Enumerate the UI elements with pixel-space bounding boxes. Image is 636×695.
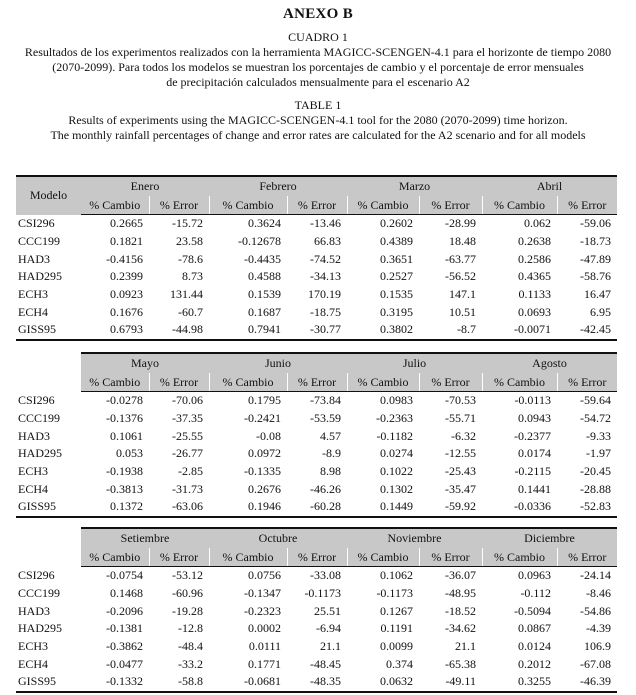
table-row [16, 286, 617, 304]
percent-error-cell: 4.57 [320, 428, 341, 443]
percent-change-cell: -0.0278 [106, 393, 143, 408]
percent-change-cell: 0.0983 [380, 393, 413, 408]
model-column-header: Modelo [29, 188, 68, 203]
percent-error-cell: -67.08 [580, 656, 611, 671]
percent-error-cell: -33.2 [178, 656, 203, 671]
percent-change-cell: -0.12678 [238, 234, 281, 249]
percent-error-cell: 8.73 [182, 269, 203, 284]
percent-error-cell: -70.53 [445, 393, 476, 408]
percent-change-cell: 0.2586 [518, 251, 551, 266]
table-row [16, 410, 617, 428]
percent-error-header: % Error [557, 548, 617, 567]
percent-error-cell: -54.72 [580, 411, 611, 426]
percent-change-cell: -0.0113 [514, 393, 551, 408]
percent-error-cell: 106.9 [584, 639, 611, 654]
percent-change-cell: -0.0071 [482, 321, 557, 340]
percent-change-cell: -0.4156 [106, 251, 143, 266]
percent-change-cell: 0.6793 [81, 321, 149, 340]
month-header: Marzo [398, 179, 431, 193]
model-name: GISS95 [16, 498, 81, 517]
percent-error-cell: 16.47 [584, 287, 611, 302]
percent-error-cell: -48.35 [287, 673, 347, 692]
percent-error-header: % Error [419, 373, 482, 392]
percent-error-cell: -65.38 [445, 656, 476, 671]
percent-error-cell: -52.83 [557, 498, 617, 517]
percent-error-cell: -1.97 [586, 446, 611, 461]
model-name: ECH4 [18, 481, 48, 496]
precipitation-table [16, 352, 617, 518]
percent-change-header: % Cambio [209, 373, 287, 392]
percent-error-cell: -2.85 [178, 464, 203, 479]
percent-error-cell: -34.62 [445, 621, 476, 636]
percent-error-cell: 8.98 [320, 464, 341, 479]
percent-error-cell: -25.55 [172, 428, 203, 443]
table-row [16, 602, 617, 620]
percent-error-cell: -28.99 [445, 216, 476, 231]
table-row [16, 498, 617, 517]
percent-error-cell: -9.33 [586, 428, 611, 443]
percent-change-cell: 0.1539 [248, 287, 281, 302]
model-name: CSI296 [18, 216, 55, 231]
percent-change-header: % Cambio [347, 548, 419, 567]
percent-change-cell: -0.0477 [106, 656, 143, 671]
percent-change-cell: 0.3802 [347, 321, 419, 340]
table-row [16, 392, 617, 410]
percent-error-cell: -19.28 [172, 603, 203, 618]
percent-error-header: % Error [287, 548, 347, 567]
cuadro-desc-line: de precipitación calculados mensualmente para el escenario A2 [166, 75, 470, 89]
table-row [16, 620, 617, 638]
model-name: ECH3 [18, 639, 48, 654]
percent-change-cell: -0.5094 [514, 603, 551, 618]
percent-change-cell: 0.3195 [380, 304, 413, 319]
percent-error-cell: 147.1 [449, 287, 476, 302]
table-row [16, 585, 617, 603]
percent-change-cell: -0.0336 [482, 498, 557, 517]
percent-error-cell: -18.75 [310, 304, 341, 319]
model-name: CCC199 [18, 411, 61, 426]
percent-change-cell: -0.2363 [376, 411, 413, 426]
percent-change-cell: 0.0693 [518, 304, 551, 319]
percent-change-header: % Cambio [209, 548, 287, 567]
cuadro-desc-line: (2070-2099). Para todos los modelos se muestran los porcentajes de cambio y el porcentaje de error mensuales [52, 60, 584, 74]
document-header [0, 6, 636, 143]
cuadro-description [13, 45, 623, 90]
cuadro-desc-line: Resultados de los experimentos realizados con la herramienta MAGICC-SCENGEN-4.1 para el horizonte de tiempo 2080 [24, 45, 612, 59]
percent-change-cell: 0.2399 [110, 269, 143, 284]
percent-error-cell: -8.9 [322, 446, 341, 461]
percent-error-cell: -33.08 [310, 568, 341, 583]
percent-error-cell: -53.12 [172, 568, 203, 583]
percent-error-cell: -6.94 [316, 621, 341, 636]
percent-change-cell: 0.0099 [380, 639, 413, 654]
percent-change-cell: 0.1441 [518, 481, 551, 496]
percent-error-cell: -48.95 [445, 586, 476, 601]
percent-change-cell: 0.1302 [380, 481, 413, 496]
percent-change-cell: 0.1468 [110, 586, 143, 601]
percent-change-cell: 0.0972 [248, 446, 281, 461]
percent-change-cell: 0.3624 [248, 216, 281, 231]
table-row [16, 463, 617, 481]
percent-change-cell: 0.3651 [380, 251, 413, 266]
month-header: Diciembre [524, 531, 575, 545]
percent-error-cell: 6.95 [590, 304, 611, 319]
percent-change-cell: 0.0756 [248, 568, 281, 583]
percent-error-cell: -59.92 [419, 498, 482, 517]
percent-change-cell: 0.053 [116, 446, 143, 461]
percent-change-cell: 0.1795 [248, 393, 281, 408]
percent-error-cell: -8.7 [419, 321, 482, 340]
percent-change-cell: -0.1376 [106, 411, 143, 426]
percent-change-cell: 0.0943 [518, 411, 551, 426]
percent-error-cell: 131.44 [170, 287, 203, 302]
percent-change-cell: -0.1182 [376, 428, 413, 443]
percent-error-cell: -12.55 [445, 446, 476, 461]
percent-change-cell: 0.1061 [110, 428, 143, 443]
percent-change-cell: 0.062 [524, 216, 551, 231]
table-description [13, 113, 623, 143]
percent-change-cell: 0.1946 [209, 498, 287, 517]
percent-change-cell: -0.112 [520, 586, 551, 601]
month-header: Octubre [258, 531, 298, 545]
percent-change-cell: -0.0754 [106, 568, 143, 583]
cuadro-title: CUADRO 1 [288, 30, 348, 44]
percent-change-cell: 0.1687 [248, 304, 281, 319]
percent-change-cell: 0.0274 [380, 446, 413, 461]
percent-change-header: % Cambio [81, 373, 149, 392]
percent-error-cell: -44.98 [149, 321, 209, 340]
percent-change-cell: 0.1191 [380, 621, 413, 636]
percent-error-cell: -4.39 [586, 621, 611, 636]
month-header: Julio [402, 356, 427, 370]
month-header: Agosto [532, 356, 567, 370]
percent-change-cell: -0.2421 [244, 411, 281, 426]
percent-change-cell: 0.2012 [518, 656, 551, 671]
percent-change-cell: -0.2096 [106, 603, 143, 618]
percent-change-cell: -0.1381 [106, 621, 143, 636]
percent-error-cell: -15.72 [172, 216, 203, 231]
table-row [16, 215, 617, 233]
model-name: GISS95 [16, 321, 81, 340]
model-name: CSI296 [18, 393, 55, 408]
percent-change-cell: 0.4588 [248, 269, 281, 284]
percent-error-cell: -60.96 [172, 586, 203, 601]
percent-change-cell: -0.2115 [514, 464, 551, 479]
percent-change-cell: 0.0632 [347, 673, 419, 692]
table-row [16, 673, 617, 692]
percent-error-cell: -18.73 [580, 234, 611, 249]
percent-error-cell: -53.59 [310, 411, 341, 426]
percent-error-cell: -63.77 [445, 251, 476, 266]
percent-error-cell: -59.64 [580, 393, 611, 408]
percent-error-cell: -12.8 [178, 621, 203, 636]
percent-error-cell: -34.13 [310, 269, 341, 284]
percent-change-cell: 0.2676 [248, 481, 281, 496]
percent-error-cell: -18.52 [445, 603, 476, 618]
table-title: TABLE 1 [294, 98, 342, 112]
percent-change-cell: 0.1771 [248, 656, 281, 671]
percent-error-header: % Error [557, 373, 617, 392]
model-name: ECH4 [18, 656, 48, 671]
percent-error-header: % Error [287, 373, 347, 392]
percent-change-cell: -0.1332 [81, 673, 149, 692]
percent-error-cell: -70.06 [172, 393, 203, 408]
percent-change-cell: 0.374 [386, 656, 413, 671]
percent-error-cell: 21.1 [455, 639, 476, 654]
percent-error-cell: 21.1 [320, 639, 341, 654]
percent-error-cell: 25.51 [314, 603, 341, 618]
percent-change-cell: 0.1535 [380, 287, 413, 302]
percent-error-cell: -28.88 [580, 481, 611, 496]
percent-change-cell: 0.4365 [518, 269, 551, 284]
table-row [16, 250, 617, 268]
percent-error-cell: -60.7 [178, 304, 203, 319]
model-name: HAD295 [18, 446, 62, 461]
table-row [16, 567, 617, 585]
percent-error-cell: -49.11 [419, 673, 482, 692]
percent-error-cell: -0.1173 [304, 586, 341, 601]
model-name: CCC199 [18, 586, 61, 601]
table-row [16, 427, 617, 445]
month-header: Noviembre [387, 531, 442, 545]
percent-change-cell: 0.1062 [380, 568, 413, 583]
percent-change-header: % Cambio [482, 373, 557, 392]
percent-error-cell: -31.73 [172, 481, 203, 496]
model-name: HAD295 [18, 269, 62, 284]
percent-error-cell: -42.45 [557, 321, 617, 340]
percent-error-cell: -36.07 [445, 568, 476, 583]
percent-change-cell: 0.1133 [518, 287, 551, 302]
model-name: ECH3 [18, 464, 48, 479]
model-name: ECH3 [18, 287, 48, 302]
month-header: Junio [264, 356, 291, 370]
percent-error-cell: 10.51 [449, 304, 476, 319]
percent-change-cell: 0.3255 [482, 673, 557, 692]
percent-change-header: % Cambio [347, 373, 419, 392]
percent-error-cell: -25.43 [445, 464, 476, 479]
percent-error-cell: -60.28 [287, 498, 347, 517]
percent-error-cell: -37.35 [172, 411, 203, 426]
percent-error-header: % Error [149, 373, 209, 392]
percent-change-cell: 0.0111 [248, 639, 281, 654]
table-row [16, 480, 617, 498]
month-header: Febrero [259, 179, 297, 193]
percent-change-cell: 0.0867 [518, 621, 551, 636]
percent-error-cell: -35.47 [445, 481, 476, 496]
percent-error-cell: -74.52 [310, 251, 341, 266]
month-header: Enero [130, 179, 160, 193]
percent-change-cell: 0.4389 [380, 234, 413, 249]
percent-change-cell: 0.0124 [518, 639, 551, 654]
percent-error-cell: -56.52 [445, 269, 476, 284]
table-row [16, 321, 617, 340]
percent-change-cell: 0.0923 [110, 287, 143, 302]
percent-change-cell: 0.7941 [209, 321, 287, 340]
percent-change-cell: -0.1335 [244, 464, 281, 479]
model-name: GISS95 [16, 673, 81, 692]
month-header: Mayo [131, 356, 159, 370]
percent-error-cell: -46.26 [310, 481, 341, 496]
percent-error-cell: -54.86 [580, 603, 611, 618]
percent-change-header: % Cambio [347, 196, 419, 215]
percent-change-cell: -0.1347 [244, 586, 281, 601]
percent-error-header: % Error [287, 196, 347, 215]
percent-error-cell: -63.06 [149, 498, 209, 517]
month-header: Abril [536, 179, 563, 193]
percent-error-cell: -73.84 [310, 393, 341, 408]
percent-error-cell: -58.8 [149, 673, 209, 692]
model-name: HAD295 [18, 621, 62, 636]
table-row [16, 638, 617, 656]
percent-change-cell: 0.2527 [380, 269, 413, 284]
model-name: HAD3 [18, 603, 50, 618]
percent-error-cell: -48.4 [178, 639, 203, 654]
percent-error-header: % Error [419, 196, 482, 215]
percent-change-header: % Cambio [209, 196, 287, 215]
percent-error-cell: -78.6 [178, 251, 203, 266]
precipitation-table [16, 175, 617, 341]
percent-change-cell: 0.1676 [110, 304, 143, 319]
percent-error-cell: 18.48 [449, 234, 476, 249]
month-header: Setiembre [120, 531, 170, 545]
percent-change-header: % Cambio [482, 548, 557, 567]
percent-change-header: % Cambio [482, 196, 557, 215]
percent-error-cell: -55.71 [445, 411, 476, 426]
percent-change-cell: -0.4435 [244, 251, 281, 266]
model-name: HAD3 [18, 251, 50, 266]
percent-change-cell: -0.1173 [376, 586, 413, 601]
percent-error-cell: 66.83 [314, 234, 341, 249]
table-row [16, 655, 617, 673]
annex-title: ANEXO B [282, 6, 354, 22]
percent-error-cell: -24.14 [580, 568, 611, 583]
percent-change-cell: -0.2323 [244, 603, 281, 618]
table-desc-line: The monthly rainfall percentages of change and error rates are calculated for the A2 scenario and for all models [50, 128, 586, 142]
percent-change-cell: -0.08 [256, 428, 281, 443]
table-row [16, 303, 617, 321]
percent-change-header: % Cambio [81, 548, 149, 567]
percent-change-cell: 0.2602 [380, 216, 413, 231]
percent-change-cell: -0.3813 [106, 481, 143, 496]
percent-change-cell: 0.0174 [518, 446, 551, 461]
percent-change-cell: -0.3862 [106, 639, 143, 654]
percent-error-cell: -8.46 [586, 586, 611, 601]
percent-error-header: % Error [557, 196, 617, 215]
percent-error-cell: -13.46 [310, 216, 341, 231]
percent-change-cell: 0.0002 [248, 621, 281, 636]
model-name: CCC199 [18, 234, 61, 249]
percent-change-cell: 0.1267 [380, 603, 413, 618]
percent-change-cell: 0.1449 [347, 498, 419, 517]
table-row [16, 445, 617, 463]
model-name: ECH4 [18, 304, 48, 319]
percent-change-cell: -0.2377 [514, 428, 551, 443]
percent-error-header: % Error [149, 196, 209, 215]
percent-change-cell: 0.2665 [110, 216, 143, 231]
percent-error-cell: -58.76 [580, 269, 611, 284]
percent-change-header: % Cambio [81, 196, 149, 215]
percent-error-cell: -26.77 [172, 446, 203, 461]
percent-error-header: % Error [149, 548, 209, 567]
precipitation-table [16, 527, 617, 693]
percent-change-cell: 0.2638 [518, 234, 551, 249]
percent-error-header: % Error [419, 548, 482, 567]
percent-error-cell: -6.32 [451, 428, 476, 443]
percent-change-cell: 0.0963 [518, 568, 551, 583]
model-column-header [16, 353, 81, 392]
percent-error-cell: -20.45 [580, 464, 611, 479]
percent-error-cell: -47.89 [580, 251, 611, 266]
percent-change-cell: -0.0681 [209, 673, 287, 692]
percent-error-cell: -30.77 [287, 321, 347, 340]
model-column-header [16, 528, 81, 567]
table-desc-line: Results of experiments using the MAGICC-SCENGEN-4.1 tool for the 2080 (2070-2099) time horizon. [68, 113, 568, 127]
percent-change-cell: 0.1821 [110, 234, 143, 249]
percent-error-cell: -46.39 [557, 673, 617, 692]
percent-error-cell: -59.06 [580, 216, 611, 231]
percent-change-cell: 0.1022 [380, 464, 413, 479]
percent-error-cell: 23.58 [176, 234, 203, 249]
percent-change-cell: 0.1372 [81, 498, 149, 517]
model-name: HAD3 [18, 428, 50, 443]
table-row [16, 268, 617, 286]
model-name: CSI296 [18, 568, 55, 583]
percent-change-cell: -0.1938 [106, 464, 143, 479]
percent-error-cell: 170.19 [308, 287, 341, 302]
percent-error-cell: -48.45 [310, 656, 341, 671]
table-row [16, 233, 617, 251]
